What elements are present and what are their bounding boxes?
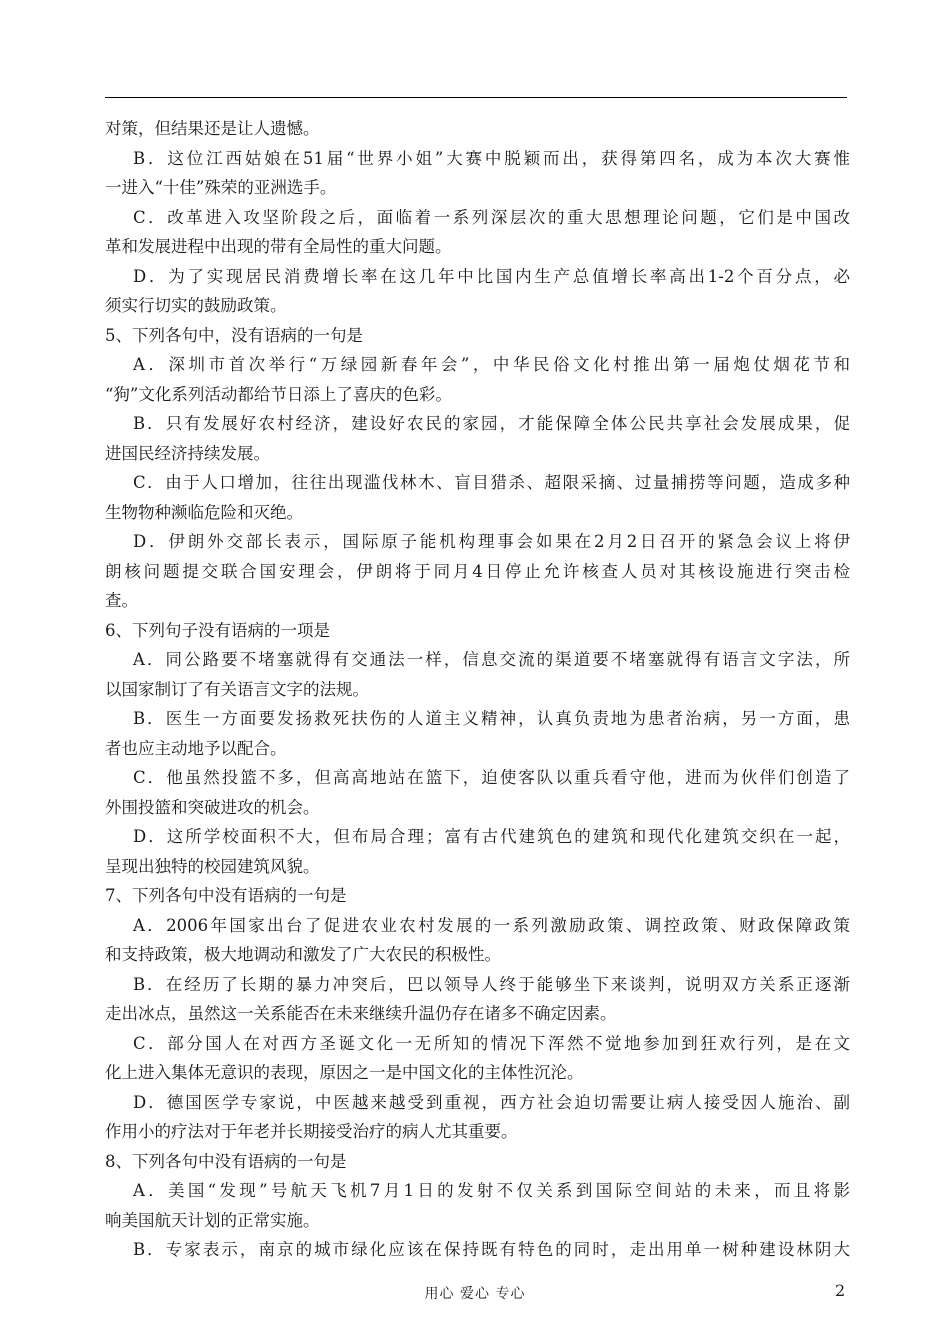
- text-line: 生物物种濒临危险和灭绝。: [105, 502, 303, 522]
- text-line: D．为了实现居民消费增长率在这几年中比国内生产总值增长率高出1-2个百分点，必: [133, 266, 850, 286]
- footer-motto: 用心 爱心 专心: [424, 1286, 526, 1302]
- text-line: D．德国医学专家说，中医越来越受到重视，西方社会迫切需要让病人接受因人施治、副: [133, 1092, 850, 1112]
- document-body: [105, 114, 850, 1265]
- text-line: C．由于人口增加，往往出现滥伐林木、盲目猎杀、超限采摘、过量捕捞等问题，造成多种: [133, 473, 850, 492]
- text-line: 化上进入集体无意识的表现，原因之一是中国文化的主体性沉沦。: [105, 1063, 584, 1082]
- text-line: C．他虽然投篮不多，但高高地站在篮下，迫使客队以重兵看守他，进而为伙伴们创造了: [133, 768, 850, 787]
- text-line: 对策，但结果还是让人遗憾。: [105, 119, 320, 138]
- text-line: A．深圳市首次举行“万绿园新春年会”，中华民俗文化村推出第一届炮仗烟花节和: [133, 355, 850, 374]
- text-line: 外围投篮和突破进攻的机会。: [105, 797, 320, 817]
- text-line: A．美国“发现”号航天飞机7月1日的发射不仅关系到国际空间站的未来，而且将影: [133, 1181, 850, 1200]
- text-line: 5、下列各句中，没有语病的一句是: [105, 325, 363, 345]
- text-line: B．这位江西姑娘在51届“世界小姐”大赛中脱颖而出，获得第四名，成为本次大赛惟: [133, 148, 850, 168]
- text-line: D．伊朗外交部长表示，国际原子能机构理事会如果在2月2日召开的紧急会议上将伊: [133, 532, 850, 551]
- text-line: 以国家制订了有关语言文字的法规。: [105, 679, 369, 699]
- text-line: 走出冰点，虽然这一关系能否在未来继续升温仍存在诸多不确定因素。: [105, 1004, 617, 1023]
- page-number: 2: [835, 1281, 846, 1300]
- header-rule: [105, 97, 847, 98]
- text-line: 响美国航天计划的正常实施。: [105, 1210, 320, 1230]
- text-line: 8、下列各句中没有语病的一句是: [105, 1151, 347, 1171]
- text-line: B．只有发展好农村经济，建设好农民的家园，才能保障全体公民共享社会发展成果，促: [133, 414, 850, 433]
- text-line: 者也应主动地予以配合。: [105, 738, 287, 758]
- text-line: 朗核问题提交联合国安理会，伊朗将于同月4日停止允许核查人员对其核设施进行突击检: [105, 561, 850, 581]
- text-line: “狗”文化系列活动都给节日添上了喜庆的色彩。: [105, 384, 452, 404]
- text-line: 呈现出独特的校园建筑风貌。: [105, 856, 320, 876]
- text-line: 作用小的疗法对于年老并长期接受治疗的病人尤其重要。: [105, 1122, 518, 1141]
- text-line: B．医生一方面要发扬救死扶伤的人道主义精神，认真负责地为患者治病，另一方面，患: [133, 709, 850, 728]
- text-line: B．专家表示，南京的城市绿化应该在保持既有特色的同时，走出用单一树种建设林阴大: [133, 1240, 850, 1259]
- text-line: 革和发展进程中出现的带有全局性的重大问题。: [105, 237, 452, 256]
- text-line: 查。: [105, 591, 138, 610]
- text-line: D．这所学校面积不大，但布局合理；富有古代建筑色的建筑和现代化建筑交织在一起，: [133, 827, 850, 846]
- text-line: B．在经历了长期的暴力冲突后，巴以领导人终于能够坐下来谈判，说明双方关系正逐渐: [133, 974, 850, 994]
- text-line: C．部分国人在对西方圣诞文化一无所知的情况下浑然不觉地参加到狂欢行列，是在文: [133, 1033, 850, 1053]
- text-line: 6、下列句子没有语病的一项是: [105, 620, 330, 640]
- text-line: A．2006年国家出台了促进农业农村发展的一系列激励政策、调控政策、财政保障政策: [133, 915, 850, 935]
- text-line: 须实行切实的鼓励政策。: [105, 296, 287, 315]
- text-line: 一进入“十佳”殊荣的亚洲选手。: [105, 178, 337, 197]
- text-line: 和支持政策，极大地调动和激发了广大农民的积极性。: [105, 945, 501, 964]
- text-line: 7、下列各句中没有语病的一句是: [105, 886, 347, 905]
- text-line: A．同公路要不堵塞就得有交通法一样，信息交流的渠道要不堵塞就得有语言文字法，所: [133, 650, 850, 669]
- text-line: C．改革进入攻坚阶段之后，面临着一系列深层次的重大思想理论问题，它们是中国改: [133, 207, 850, 227]
- text-line: 进国民经济持续发展。: [105, 443, 270, 463]
